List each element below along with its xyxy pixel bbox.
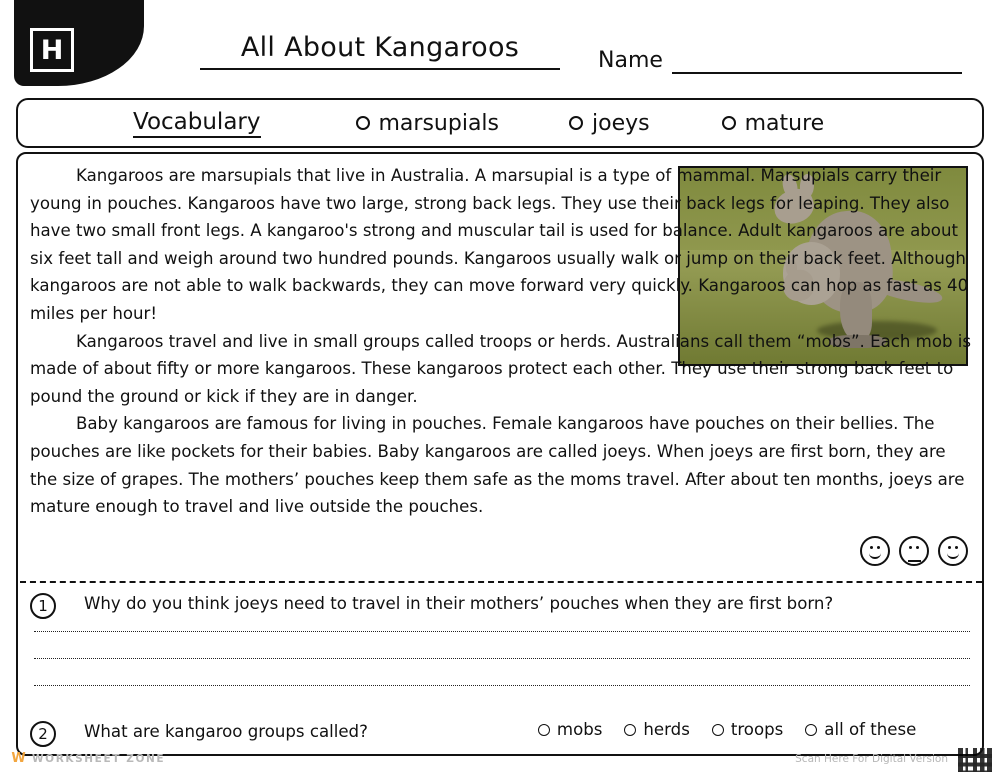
option-label: all of these xyxy=(824,720,917,739)
question-1 xyxy=(30,592,974,712)
option-label: herds xyxy=(643,720,690,739)
logo-mark-icon: W xyxy=(11,751,26,766)
mouth-icon xyxy=(908,554,921,562)
self-assessment-group xyxy=(860,536,968,566)
worksheet-header xyxy=(0,0,1000,92)
qr-code-icon[interactable] xyxy=(958,748,992,772)
vocabulary-item-mature[interactable] xyxy=(722,111,825,136)
vocabulary-item-marsupials[interactable] xyxy=(356,111,500,136)
smiley-happy-face-icon[interactable] xyxy=(938,536,968,566)
letter-badge: H xyxy=(30,28,74,72)
passage-paragraph-2: Kangaroos travel and live in small groups called troops or herds. Australians call them “mobs”. Each mob is made of about fifty or more kangaroos. These kangaroos protect each other. They use their strong back feet to pound the ground or kick if they are in danger. xyxy=(30,331,972,406)
eye-icon xyxy=(955,546,958,549)
mouth-icon xyxy=(947,551,959,559)
passage-paragraph-3: Baby kangaroos are famous for living in pouches. Female kangaroos have pouches on their bellies. The pouches are like pockets for their babies. Baby kangaroos are called joeys. When joeys are first born, they are the size of grapes. The mothers’ pouches keep them safe as the moms travel. After about ten months, joeys are mature enough to travel and live outside the pouches. xyxy=(30,414,965,517)
option-all-of-these[interactable] xyxy=(805,720,916,739)
section-divider xyxy=(20,581,982,583)
eye-icon xyxy=(916,546,919,549)
question-text: What are kangaroo groups called? xyxy=(84,722,368,741)
eye-icon xyxy=(870,546,873,549)
question-number: 1 xyxy=(30,593,56,619)
option-label: troops xyxy=(730,720,784,739)
vocabulary-word: marsupials xyxy=(378,110,499,136)
answer-line[interactable] xyxy=(34,685,970,686)
option-label: mobs xyxy=(556,720,603,739)
option-herds[interactable] xyxy=(624,720,689,739)
vocabulary-word: mature xyxy=(744,110,825,136)
question-2 xyxy=(30,720,974,747)
radio-circle-icon[interactable] xyxy=(722,116,736,130)
vocabulary-label: Vocabulary xyxy=(133,109,261,138)
eye-icon xyxy=(877,546,880,549)
page-footer xyxy=(0,748,1000,772)
vocabulary-word: joeys xyxy=(592,110,650,136)
option-mobs[interactable] xyxy=(538,720,603,739)
reading-passage xyxy=(30,162,974,521)
eye-icon xyxy=(909,546,912,549)
answer-line[interactable] xyxy=(34,631,970,632)
name-input-line[interactable] xyxy=(672,72,962,74)
worksheet-zone-logo[interactable] xyxy=(10,750,165,767)
question-2-options xyxy=(538,720,916,739)
page-title: All About Kangaroos xyxy=(200,32,560,70)
worksheet-body xyxy=(16,152,984,756)
radio-circle-icon[interactable] xyxy=(712,724,724,736)
vocabulary-bar xyxy=(16,98,984,148)
answer-line[interactable] xyxy=(34,658,970,659)
smiley-happy-face-icon[interactable] xyxy=(860,536,890,566)
answer-lines[interactable] xyxy=(30,631,974,686)
radio-circle-icon[interactable] xyxy=(356,116,370,130)
question-text: Why do you think joeys need to travel in their mothers’ pouches when they are first born? xyxy=(84,594,834,613)
mouth-icon xyxy=(869,551,881,559)
smiley-neutral-face-icon[interactable] xyxy=(899,536,929,566)
scan-hint-text: Scan Here For Digital Version xyxy=(795,753,948,765)
radio-circle-icon[interactable] xyxy=(569,116,583,130)
eye-icon xyxy=(948,546,951,549)
question-number: 2 xyxy=(30,721,56,747)
radio-circle-icon[interactable] xyxy=(805,724,817,736)
passage-paragraph-1: Kangaroos are marsupials that live in Australia. A marsupial is a type of mammal. Marsupials carry their young in pouches. Kangaroos have two large, strong back legs. They use their back legs for leaping. They also have two small front legs. A kangaroo's strong and muscular tail is used for balance. Adult kangaroos are about six feet tall and weigh around two hundred pounds. Kangaroos usually walk or jump on their back feet. Although kangaroos are not able to walk backwards, they can move forward very quickly. Kangaroos can hop as fast as 40 miles per hour! xyxy=(30,166,969,323)
vocabulary-item-joeys[interactable] xyxy=(569,111,650,136)
radio-circle-icon[interactable] xyxy=(538,724,550,736)
logo-text: WORKSHEET ZONE xyxy=(32,752,166,765)
radio-circle-icon[interactable] xyxy=(624,724,636,736)
option-troops[interactable] xyxy=(712,720,783,739)
name-label: Name xyxy=(598,48,663,73)
